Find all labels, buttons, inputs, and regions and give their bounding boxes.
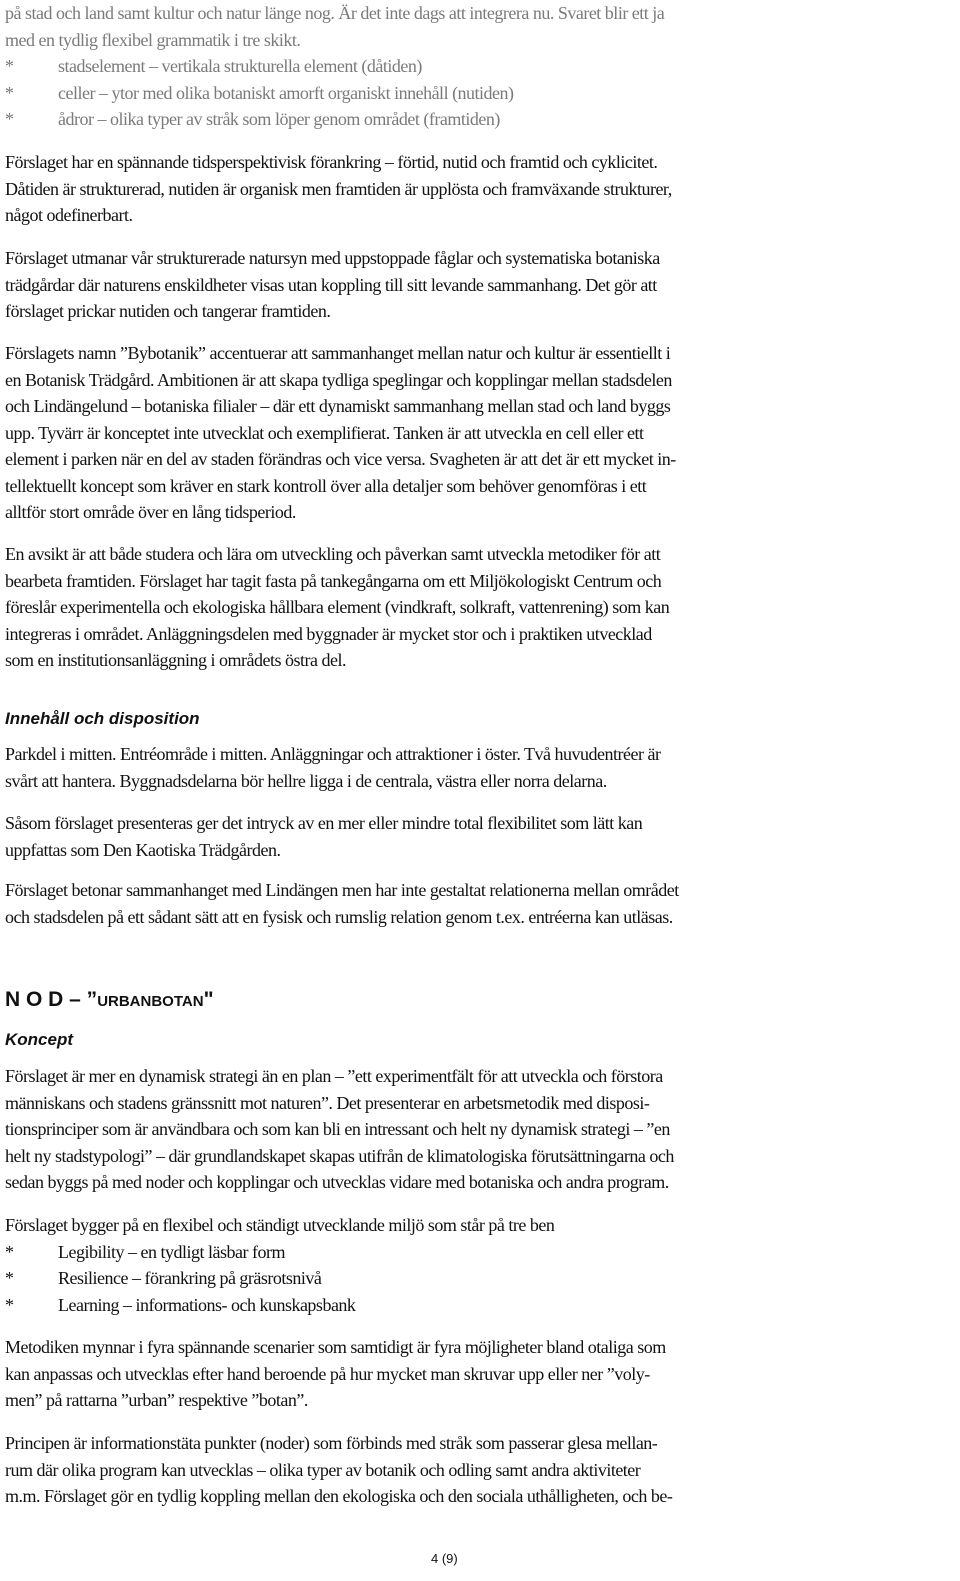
paragraph xyxy=(5,340,955,526)
paragraph xyxy=(5,877,955,930)
text-line: kan anpassas och utvecklas efter hand beroende på hur mycket man skruvar upp eller ner ”voly- xyxy=(5,1363,650,1384)
list-item: * Learning – informations- och kunskapsbank xyxy=(5,1294,356,1315)
text-line: bearbeta framtiden. Förslaget har tagit fasta på tankegångarna om ett Miljökologiskt Centrum och xyxy=(5,570,662,591)
text-line: Principen är informationstäta punkter (noder) som förbinds med stråk som passerar glesa mellan- xyxy=(5,1433,658,1453)
text-line: rum där olika program kan utvecklas – olika typer av botanik och odling samt andra aktiviteter xyxy=(5,1459,641,1480)
text-line: tellektuellt koncept som kräver en stark kontroll över alla detaljer som behöver genomföras i ett xyxy=(5,475,647,496)
text-line: sedan byggs på med noder och kopplingar och utvecklas vidare med botaniska och andra program. xyxy=(5,1172,669,1192)
text-line: Förslaget bygger på en flexibel och ständigt utvecklande miljö som står på tre ben xyxy=(5,1215,555,1235)
text-line: svårt att hantera. Byggnadsdelarna bör hellre ligga i de centrala, västra eller norra delarna. xyxy=(5,770,607,791)
text-line: men” på rattarna ”urban” respektive ”botan”. xyxy=(5,1390,308,1410)
text-line: och stadsdelen på ett sådant sätt att en fysisk och rumslig relation genom t.ex. entréerna kan utläsas. xyxy=(5,906,673,927)
page-number: 4 (9) xyxy=(431,1551,458,1566)
text-line: uppfattas som Den Kaotiska Trädgården. xyxy=(5,839,281,860)
paragraph xyxy=(5,1430,955,1510)
list-item: * celler – ytor med olika botaniskt amorft organiskt innehåll (nutiden) xyxy=(5,82,514,103)
title-end: " xyxy=(203,988,214,1011)
intro-block xyxy=(5,0,955,133)
text-line: Metodiken mynnar i fyra spännande scenarier som samtidigt är fyra möjligheter bland otaliga som xyxy=(5,1337,666,1357)
list-item: * Legibility – en tydligt läsbar form xyxy=(5,1241,285,1262)
text-line: trädgårdar där naturens enskildheter visas utan koppling till sitt levande sammanhang. Det gör att xyxy=(5,274,657,295)
paragraph xyxy=(5,541,955,674)
text-line: element i parken när en del av staden förändras och vice versa. Svagheten är att det är ett mycket in- xyxy=(5,449,676,469)
text-line: Förslaget har en spännande tidsperspektivisk förankring – förtid, nutid och framtid och cyklicitet. xyxy=(5,152,658,172)
list-item: * stadselement – vertikala strukturella element (dåtiden) xyxy=(5,56,422,76)
text-line: Dåtiden är strukturerad, nutiden är organisk men framtiden är upplösta och framväxande strukturer, xyxy=(5,178,672,199)
title-main: N O D – ” xyxy=(5,988,98,1011)
title-sub: URBANBOTAN xyxy=(97,993,204,1010)
section-heading: Innehåll och disposition xyxy=(5,709,200,728)
text-line: En avsikt är att både studera och lära om utveckling och påverkan samt utveckla metodiker för att xyxy=(5,544,661,564)
paragraph xyxy=(5,1063,955,1196)
paragraph xyxy=(5,810,955,863)
text-line: alltför stort område över en lång tidsperiod. xyxy=(5,502,296,522)
text-line: något odefinerbart. xyxy=(5,205,133,225)
text-line: på stad och land samt kultur och natur länge nog. Är det inte dags att integrera nu. Svaret blir ett ja xyxy=(5,3,665,23)
list-item: * ådror – olika typer av stråk som löper genom området (framtiden) xyxy=(5,109,500,129)
paragraph xyxy=(5,1334,955,1414)
text-line: helt ny stadstypologi” – där grundlandskapet skapas utifrån de klimatologiska förutsättningarna och xyxy=(5,1145,674,1166)
text-line: en Botanisk Trädgård. Ambitionen är att skapa tydliga speglingar och kopplingar mellan stadsdelen xyxy=(5,369,672,390)
text-line: Såsom förslaget presenteras ger det intryck av en mer eller mindre total flexibilitet som lätt kan xyxy=(5,813,643,833)
text-line: människans och stadens gränssnitt mot naturen”. Det presenterar en arbetsmetodik med disposi- xyxy=(5,1092,650,1113)
section-title xyxy=(5,987,214,1016)
paragraph xyxy=(5,149,955,229)
text-line: Förslaget betonar sammanhanget med Lindängen men har inte gestaltat relationerna mellan området xyxy=(5,880,679,900)
text-line: integreras i området. Anläggningsdelen med byggnader är mycket stor och i praktiken utvecklad xyxy=(5,623,652,644)
text-line: m.m. Förslaget gör en tydlig koppling mellan den ekologiska och den sociala uthålligheten, och be- xyxy=(5,1486,673,1506)
text-line: upp. Tyvärr är konceptet inte utvecklat och exemplifierat. Tanken är att utveckla en cell eller ett xyxy=(5,422,644,443)
text-line: som en institutionsanläggning i områdets östra del. xyxy=(5,650,346,670)
section-heading: Koncept xyxy=(5,1030,73,1049)
text-line: förslaget prickar nutiden och tangerar framtiden. xyxy=(5,301,331,321)
paragraph xyxy=(5,1212,955,1318)
paragraph xyxy=(5,741,955,794)
text-line: Parkdel i mitten. Entréområde i mitten. Anläggningar och attraktioner i öster. Två huvudentréer är xyxy=(5,744,661,764)
text-line: med en tydlig flexibel grammatik i tre skikt. xyxy=(5,29,301,50)
text-line: Förslaget utmanar vår strukturerade natursyn med uppstoppade fåglar och systematiska botaniska xyxy=(5,248,660,268)
text-line: och Lindängelund – botaniska filialer – där ett dynamiskt sammanhang mellan stad och land byggs xyxy=(5,396,671,416)
text-line: tionsprinciper som är användbara och som kan bli en intressant och helt ny dynamisk strategi – ”en xyxy=(5,1119,670,1139)
text-line: föreslår experimentella och ekologiska hållbara element (vindkraft, solkraft, vattenrening) som kan xyxy=(5,597,670,617)
text-line: Förslaget är mer en dynamisk strategi än en plan – ”ett experimentfält för att utveckla och förstora xyxy=(5,1066,663,1086)
list-item: * Resilience – förankring på gräsrotsnivå xyxy=(5,1268,322,1288)
paragraph xyxy=(5,245,955,325)
text-line: Förslagets namn ”Bybotanik” accentuerar att sammanhanget mellan natur och kultur är essentiellt i xyxy=(5,343,671,363)
